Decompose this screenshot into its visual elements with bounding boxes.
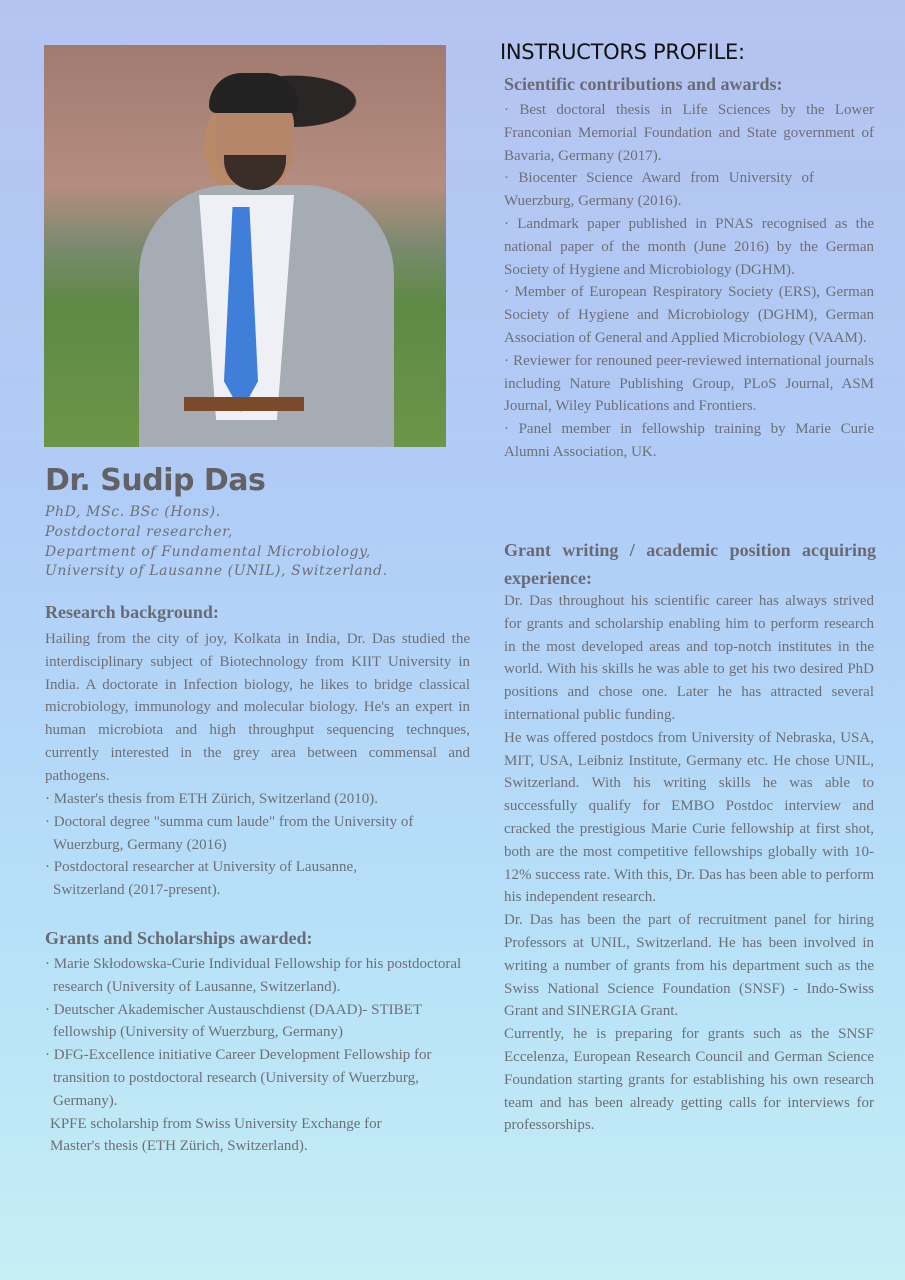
photo-belt-shape xyxy=(184,397,304,411)
scientific-contributions-heading: Scientific contributions and awards: xyxy=(504,74,783,94)
grant-writing-paragraph: Dr. Das throughout his scientific career has always strived for grants and scholarship enabling him to perform research in the most developed areas and top-notch institutes in the world. With his skills he was able to get his two desired PhD positions and chose one. Later he has attracted several international public funding. xyxy=(504,593,874,723)
credential-degrees: PhD, MSc. BSc (Hons). xyxy=(45,504,221,520)
credential-institution: University of Lausanne (UNIL), Switzerland. xyxy=(45,563,388,580)
list-item: · Reviewer for renouned peer-reviewed international journals including Nature Publishing Group, PLoS Journal, ASM Journal, Wiley Publications and Frontiers. xyxy=(504,352,874,415)
profile-credentials xyxy=(45,503,465,582)
research-background-paragraph: Hailing from the city of joy, Kolkata in India, Dr. Das studied the interdisciplinary subject of Biotechnology from KIIT University in India. A doctorate in Infection biology, he likes to bridge classical microbiology, immunology and molecular biology. He's an expert in human microbiota and high throughput sequencing technques, currently interested in the grey area between commensal and pathogens. xyxy=(45,631,470,784)
grants-scholarships-heading: Grants and Scholarships awarded: xyxy=(45,928,313,948)
research-background-list xyxy=(45,788,470,902)
list-item: · Deutscher Akademischer Austauschdienst (DAAD)- STIBET fellowship (University of Wuerzburg, Germany) xyxy=(45,1001,422,1041)
profile-name: Dr. Sudip Das xyxy=(45,463,266,498)
credential-position: Postdoctoral researcher, xyxy=(45,523,233,540)
instructors-profile-title: INSTRUCTORS PROFILE: xyxy=(500,40,745,64)
grant-writing-paragraph: Dr. Das has been the part of recruitment panel for hiring Professors at UNIL, Switzerland. He has been involved in writing a number of grants from his department such as the Swiss National Science Foundation (SNSF) - Indo-Swiss Grant and SINERGIA Grant. xyxy=(504,912,874,1020)
list-item: · Member of European Respiratory Society (ERS), German Society of Hygiene and Microbiology (DGHM), German Association of General and Applied Microbiology (VAAM). xyxy=(504,284,874,346)
list-item: · Marie Skłodowska-Curie Individual Fellowship for his postdoctoral research (University of Lausanne, Switzerland). xyxy=(45,956,462,995)
grant-writing-body xyxy=(504,590,874,1137)
list-item: · Postdoctoral researcher at University of Lausanne, Switzerland (2017-present). xyxy=(45,859,357,899)
list-item: · Best doctoral thesis in Life Sciences by the Lower Franconian Memorial Foundation and State government of Bavaria, Germany (2017). xyxy=(504,102,874,164)
grant-writing-heading: Grant writing / academic position acquiring experience: xyxy=(504,540,876,588)
photo-hair-shape xyxy=(209,73,299,113)
scientific-contributions-list xyxy=(504,99,874,464)
credential-department: Department of Fundamental Microbiology, xyxy=(45,543,371,560)
list-item: · Biocenter Science Award from University of Wuerzburg, Germany (2016). xyxy=(504,170,814,210)
list-item: KPFE scholarship from Swiss University Exchange for Master's thesis (ETH Zürich, Switzerland). xyxy=(50,1115,382,1155)
profile-photo xyxy=(44,45,446,447)
list-item: · DFG-Excellence initiative Career Development Fellowship for transition to postdoctoral research (University of Wuerzburg, Germany). xyxy=(45,1047,432,1109)
grant-writing-paragraph: Currently, he is preparing for grants such as the SNSF Eccelenza, European Research Council and German Science Foundation starting grants for establishing his own research team and has been already getting calls for interviews for professorships. xyxy=(504,1026,874,1134)
grants-scholarships-list xyxy=(45,953,470,1158)
list-item: · Doctoral degree "summa cum laude" from the University of Wuerzburg, Germany (2016) xyxy=(45,813,414,853)
list-item: · Landmark paper published in PNAS recognised as the national paper of the month (June 2016) by the German Society of Hygiene and Microbiology (DGHM). xyxy=(504,215,874,278)
list-item: · Master's thesis from ETH Zürich, Switzerland (2010). xyxy=(45,791,379,807)
research-background-heading: Research background: xyxy=(45,602,219,622)
list-item: · Panel member in fellowship training by Marie Curie Alumni Association, UK. xyxy=(504,421,874,460)
grant-writing-paragraph: He was offered postdocs from University of Nebraska, USA, MIT, USA, Leibniz Institute, Germany etc. He chose UNIL, Switzerland. With his writing skills he was able to successfully qualify for EMBO Postdoc interview and cracked the prestigious Marie Curie fellowship at first shot, both are the most competitive fellowships globally with 10-12% success rate. With this, Dr. Das has been able to perform his independent research. xyxy=(504,729,874,906)
